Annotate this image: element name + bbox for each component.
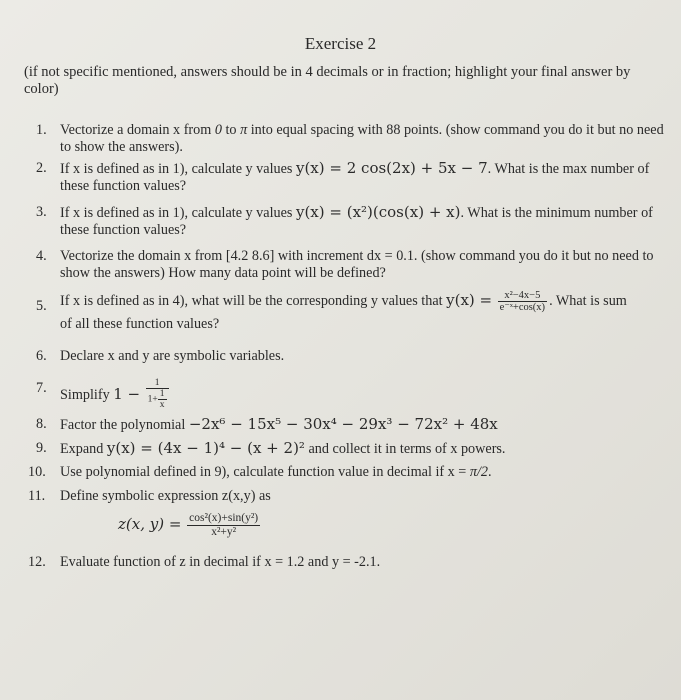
question-number: 11. xyxy=(28,488,46,504)
math-fraction: $\frac{\text{x²−4x−5}}{\text{e⁻ˣ+cos(x)}}$ xyxy=(499,290,546,313)
math-fraction: $\frac{\text{cos²(x)+sin(y²)}}{\text{x²+y²}}$ xyxy=(189,512,259,538)
question-number: 7. xyxy=(36,380,47,396)
math-expression: y(x) = (x²)(cos(x) + x) xyxy=(295,203,461,221)
question-text: If x is defined as in 1), calculate y values y(x) = 2 cos(2x) + 5x − 7. What is the max number of these function values? xyxy=(60,159,650,194)
question-text: If x is defined as in 4), what will be the corresponding y values that y(x) = $\frac{\text{x²−4x−5}}{\text{e⁻ˣ+cos(x)}}$ . What is sum of all these function values? xyxy=(60,290,627,332)
question-number: 5. xyxy=(36,298,47,314)
question-text: Vectorize a domain x from 0 to π into equal spacing with 88 points. (show command you do it but no need to show the answers). xyxy=(60,122,664,155)
question-number: 8. xyxy=(36,416,47,432)
instructions-note: (if not specific mentioned, answers should be in 4 decimals or in fraction; highlight your final answer by color) xyxy=(24,64,631,97)
question-text: Expand y(x) = (4x − 1)⁴ − (x + 2)² and collect it in terms of x powers. xyxy=(60,439,506,457)
question-number: 4. xyxy=(36,248,47,264)
question-text: Define symbolic expression z(x,y) as xyxy=(60,488,271,504)
question-text: Use polynomial defined in 9), calculate function value in decimal if x = π/2. xyxy=(60,464,492,480)
question-number: 9. xyxy=(36,440,47,456)
math-expression: y(x) = 2 cos(2x) + 5x − 7 xyxy=(295,159,488,177)
question-text: If x is defined as in 1), calculate y values y(x) = (x²)(cos(x) + x). What is the minimum number of these function values? xyxy=(60,203,653,238)
question-number: 1. xyxy=(36,122,47,138)
question-number: 3. xyxy=(36,204,47,220)
equation-z: z(x, y) = $\frac{\text{cos²(x)+sin(y²)}}{\text{x²+y²}}$ xyxy=(118,512,259,538)
question-number: 6. xyxy=(36,348,47,364)
question-text: Simplify 1 − 1 1+ $\frac{1}{x}$ xyxy=(60,372,668,404)
question-text: Factor the polynomial −2x⁶ − 15x⁵ − 30x⁴ − 29x³ − 72x² + 48x xyxy=(60,415,498,433)
math-fraction-inner: $\frac{1}{x}$ xyxy=(159,389,165,410)
math-fraction: 1 1+ $\frac{1}{x}$ xyxy=(146,378,169,410)
question-text: Vectorize the domain x from [4.2 8.6] with increment dx = 0.1. (show command you do it but no need to show the answers) How many data point will be defined? xyxy=(60,248,654,281)
exercise-title: Exercise 2 xyxy=(304,34,377,53)
question-text: Declare x and y are symbolic variables. xyxy=(60,348,285,364)
question-text: Evaluate function of z in decimal if x = 1.2 and y = -2.1. xyxy=(60,554,381,570)
math-expression: −2x⁶ − 15x⁵ − 30x⁴ − 29x³ − 72x² + 48x xyxy=(188,415,498,433)
question-number: 2. xyxy=(36,160,47,176)
math-expression: y(x) = (4x − 1)⁴ − (x + 2)² xyxy=(106,439,305,457)
question-number: 12. xyxy=(28,554,46,570)
question-number: 10. xyxy=(28,464,46,480)
